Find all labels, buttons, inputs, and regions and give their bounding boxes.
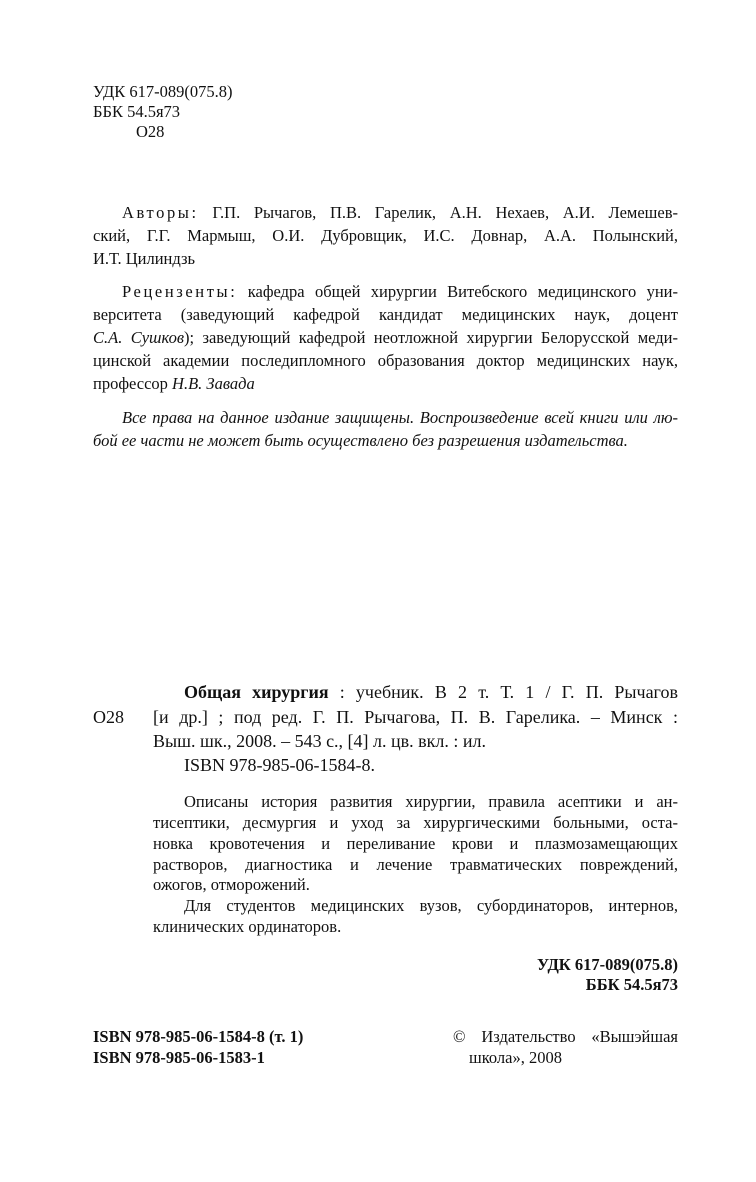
rights-line-2: бой ее части не может быть осуществлено без разрешения издательства. [93,431,628,450]
entry-code: О28 [93,707,124,727]
entry-isbn: ISBN 978-985-06-1584-8. [184,755,375,775]
copyright-line-1: © Издательство «Вышэйшая [453,1027,678,1046]
reviewers-line-1 [122,281,678,303]
entry-line-2: [и др.] ; под ред. Г. П. Рычагова, П. В. Гарелика. – Минск : [153,707,678,727]
rights-line-1: Все права на данное издание защищены. Воспроизведение всей книги или лю- [122,408,678,427]
reviewer-name: С.А. Сушков [93,328,184,347]
audience-line: клинических ординаторов. [153,917,342,936]
authors-line-2: ский, Г.Г. Мармыш, О.И. Дубровщик, И.С. Довнар, А.А. Полынский, [93,226,678,245]
author-mark: О28 [136,122,165,141]
reviewers-text: ); заведующий кафедрой неотложной хирургии Белорусской меди- [184,328,678,347]
footer-bbk: ББК 54.5я73 [585,975,678,994]
entry-line-3: Выш. шк., 2008. – 543 с., [4] л. цв. вкл. : ил. [153,731,486,751]
authors-line-1 [122,202,678,224]
reviewers-line-5 [93,373,255,395]
reviewers-label: Рецензенты: [122,282,238,301]
isbn-set: ISBN 978-985-06-1583-1 [93,1048,265,1067]
copyright-line-2: школа», 2008 [469,1048,562,1067]
entry-line-1 [184,680,678,704]
audience-line: Для студентов медицинских вузов, субординаторов, интернов, [184,896,678,915]
annotation-line: растворов, диагностика и лечение травматических повреждений, [153,855,678,874]
reviewers-text: кафедра общей хирургии Витебского медицинского уни- [237,282,678,301]
footer-udk: УДК 617-089(075.8) [537,955,678,974]
reviewers-line-2: верситета (заведующий кафедрой кандидат медицинских наук, доцент [93,305,678,324]
bbk-code: ББК 54.5я73 [93,102,181,121]
reviewer-name: Н.В. Завада [172,374,255,393]
isbn-volume: ISBN 978-985-06-1584-8 (т. 1) [93,1027,304,1046]
reviewers-text: профессор [93,374,173,393]
annotation-line: новка кровотечения и переливание крови и плазмозамещающих [153,834,678,853]
annotation-line: ожогов, отморожений. [153,875,310,894]
authors-text: Г.П. Рычагов, П.В. Гарелик, А.Н. Нехаев, А.И. Лемешев- [198,203,678,222]
annotation-line: тисептики, десмургия и уход за хирургическими больными, оста- [153,813,678,832]
entry-text: : учебник. В 2 т. Т. 1 / Г. П. Рычагов [328,682,678,702]
udk-code: УДК 617-089(075.8) [93,82,233,101]
reviewers-line-4: цинской академии последипломного образования доктор медицинских наук, [93,351,678,370]
authors-line-3: И.Т. Цилиндзь [93,249,195,268]
annotation-line: Описаны история развития хирургии, правила асептики и ан- [184,792,678,811]
book-title: Общая хирургия [184,682,329,702]
authors-label: Авторы: [122,203,199,222]
reviewers-line-3 [93,327,678,349]
